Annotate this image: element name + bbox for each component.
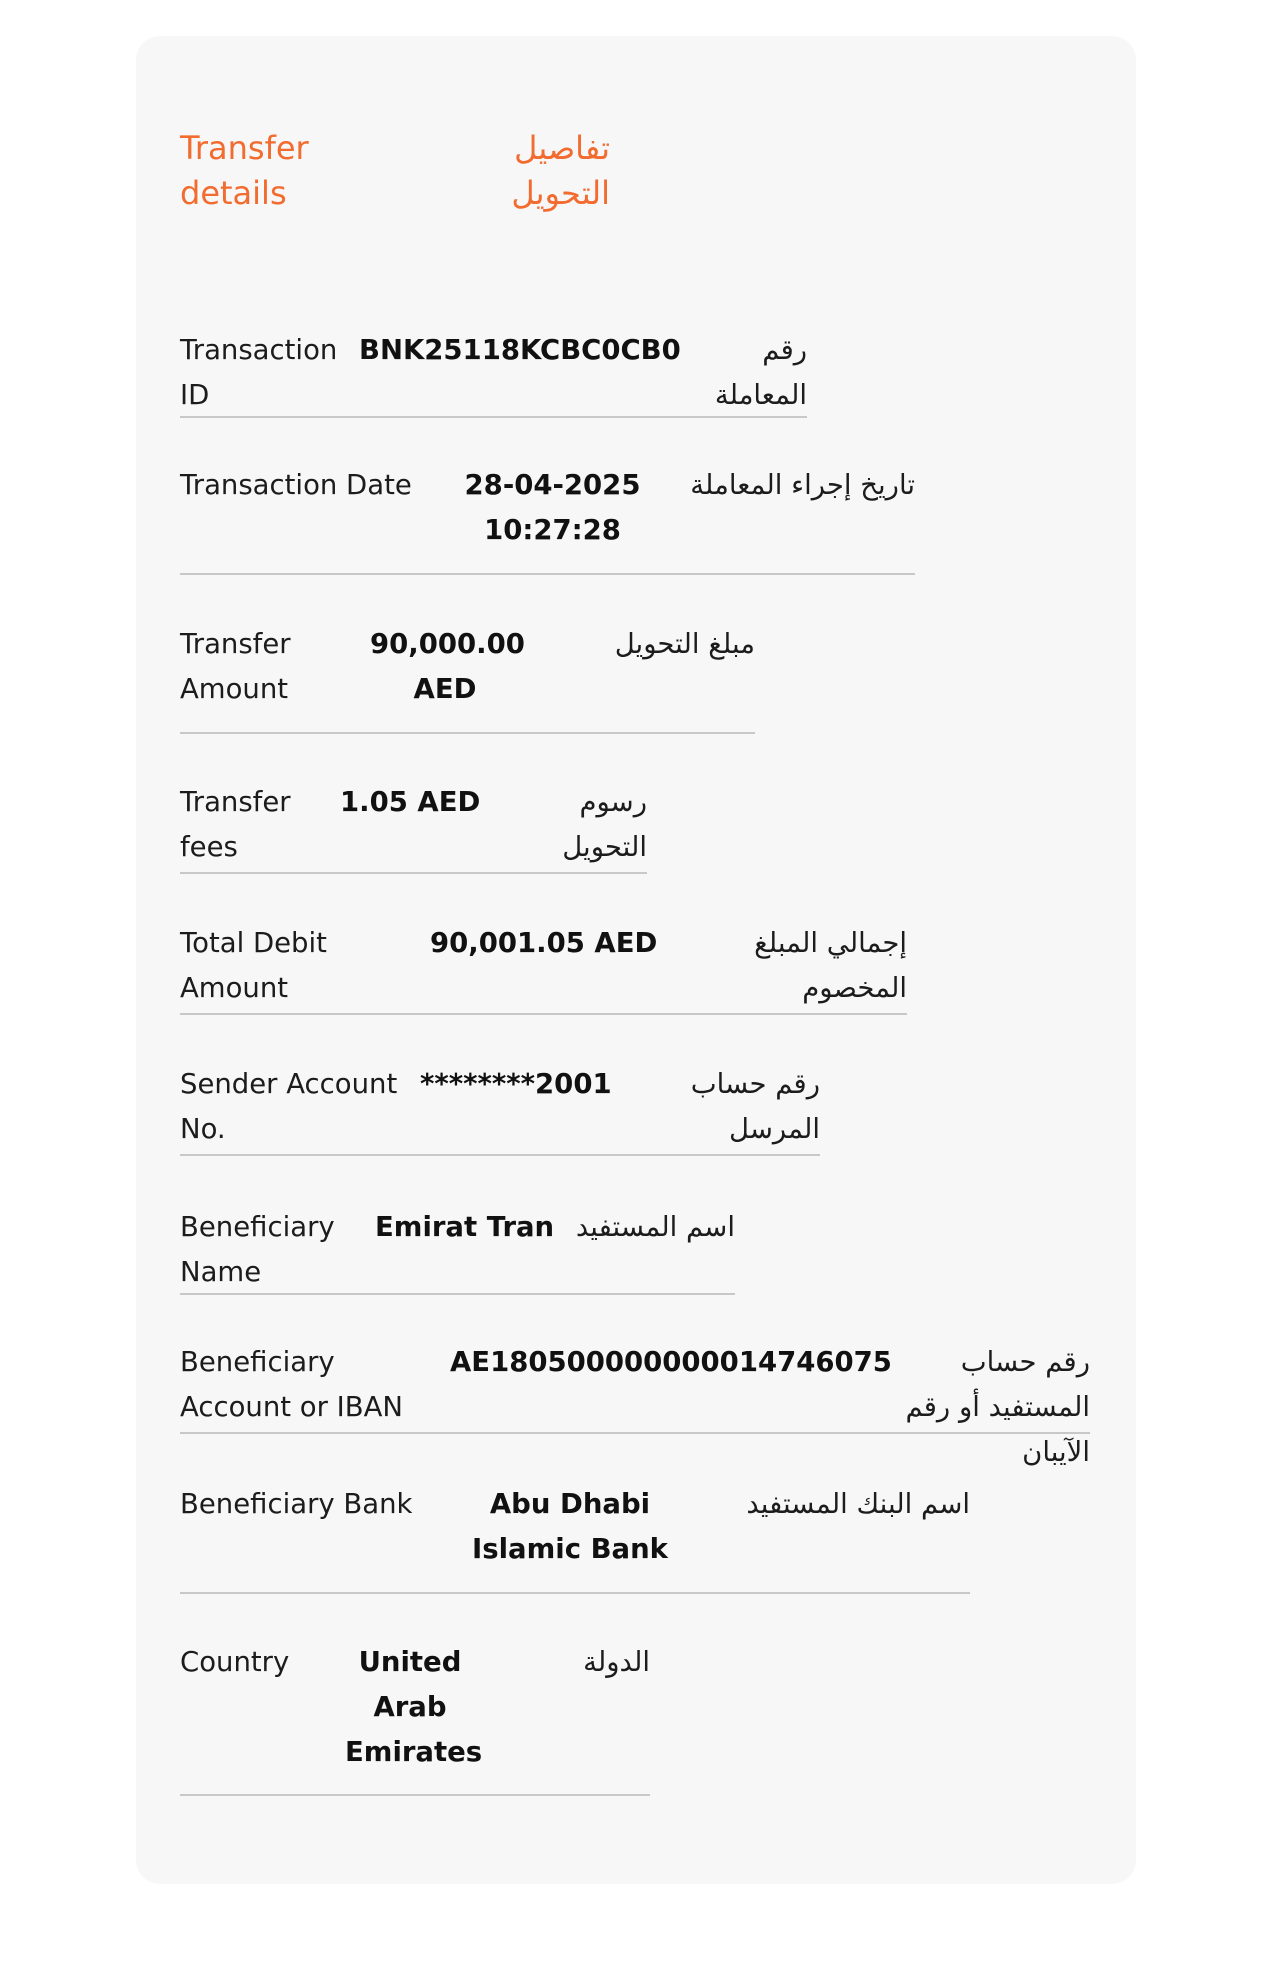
header-title-ar: تفاصيل التحويل [511,129,610,212]
sender-account-no-value: ********2001 [420,1068,612,1100]
transfer-amount-value: 90,000.00 AED [370,628,525,705]
beneficiary-name-value: Emirat Tran [375,1211,555,1243]
transaction-id-value: BNK25118KCBC0CB0 [359,334,681,366]
transaction-date-value: 28-04-2025 10:27:28 [464,469,641,546]
total-debit-amount-label: Total Debit Amount [180,927,327,1004]
sender-account-no-label-ar: رقم حساب المرسل [690,1068,820,1145]
row-transfer-fees [180,780,647,874]
transaction-id-label-ar: رقم المعاملة [714,334,807,411]
country-value: United Arab Emirates [345,1646,483,1768]
row-transaction-date [180,463,915,575]
beneficiary-bank-label-ar: اسم البنك المستفيد [746,1488,970,1520]
country-label: Country [180,1646,290,1678]
row-transfer-amount [180,622,755,734]
row-beneficiary-name [180,1205,735,1295]
beneficiary-name-label: Beneficiary Name [180,1211,335,1288]
transfer-fees-value: 1.05 AED [340,786,481,818]
total-debit-amount-value: 90,001.05 AED [430,927,658,959]
row-sender-account-no [180,1062,820,1156]
transfer-fees-label-ar: رسوم التحويل [562,786,647,863]
total-debit-amount-label-ar: إجمالي المبلغ المخصوم [754,927,907,1004]
beneficiary-bank-value: Abu Dhabi Islamic Bank [472,1488,668,1565]
transfer-fees-label: Transfer fees [180,786,291,863]
transfer-amount-label-ar: مبلغ التحويل [614,628,755,660]
transfer-amount-label: Transfer Amount [180,628,291,705]
transaction-date-label-ar: تاريخ إجراء المعاملة [690,469,915,501]
row-total-debit-amount [180,921,907,1015]
header-title-en: Transfer details [180,129,309,212]
row-beneficiary-bank [180,1482,970,1594]
beneficiary-name-label-ar: اسم المستفيد [575,1211,735,1243]
beneficiary-account-iban-label-ar: رقم حساب المستفيد أو رقم الآيبان [905,1346,1090,1468]
transfer-details-header [180,126,610,218]
sender-account-no-label: Sender Account No. [180,1068,398,1145]
transaction-id-label: Transaction ID [180,334,338,411]
country-label-ar: الدولة [583,1646,650,1678]
beneficiary-account-iban-value: AE180500000000014746075 [450,1346,892,1378]
beneficiary-account-iban-label: Beneficiary Account or IBAN [180,1346,404,1423]
beneficiary-bank-label: Beneficiary Bank [180,1488,413,1520]
row-transaction-id [180,328,807,418]
row-beneficiary-account-iban [180,1340,1090,1468]
transaction-date-label: Transaction Date [180,469,412,501]
row-country [180,1640,650,1796]
